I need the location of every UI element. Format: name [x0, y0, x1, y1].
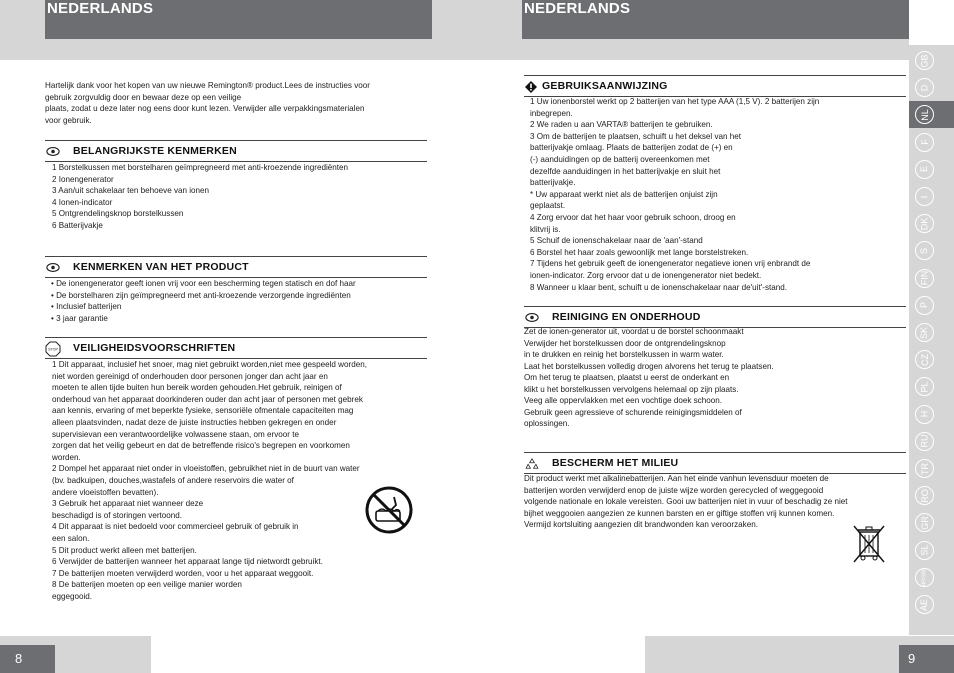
- page-header: [45, 0, 432, 39]
- section-title: GEBRUIKSAANWIJZING: [542, 80, 668, 92]
- list-item: 2 We raden u aan VARTA® batterijen te gebruiken.: [530, 120, 713, 130]
- page-header: [522, 0, 909, 39]
- section-title: VEILIGHEIDSVOORSCHRIFTEN: [73, 342, 236, 354]
- intro-text: Hartelijk dank voor het kopen van uw nieuwe Remington® product.Lees de instructies voor gebruik zorgvuldig door en bewaar deze op een veilige plaats, zodat u deze later nog eens door kunt lezen. Verwijder alle verpakkingsmaterialen voor gebruik.: [45, 81, 370, 125]
- list-item: 3 Om de batterijen te plaatsen, schuift u het deksel van het batterijvakje omlaag. Plaats de batterijen zodat de (+) en (-) aanduidingen op de batterij overeenkomen met dezelfde aanduidingen in het batterijvakje en sluit het batterijvakje.: [530, 131, 742, 188]
- language-code: D: [919, 84, 930, 91]
- list-item: 6 Batterijvakje: [52, 220, 103, 230]
- language-tab-i[interactable]: [915, 187, 934, 206]
- page-title: NEDERLANDS: [47, 0, 154, 17]
- language-tab-ru[interactable]: [915, 432, 934, 451]
- page-number-box: [899, 645, 954, 673]
- page-title: NEDERLANDS: [524, 0, 631, 17]
- list-item: 4 Ionen-indicator: [52, 197, 113, 207]
- language-tab-ro[interactable]: [915, 486, 934, 505]
- language-tab-s[interactable]: [915, 241, 934, 260]
- list-item: 8 Wanneer u klaar bent, schuift u de ionenschakelaar naar de'uit'-stand.: [530, 282, 788, 292]
- language-code: NL: [919, 109, 930, 121]
- language-tab-d[interactable]: [915, 78, 934, 97]
- language-code: P: [919, 302, 930, 309]
- page-number: 9: [908, 651, 916, 666]
- section-title: BESCHERM HET MILIEU: [552, 457, 679, 469]
- list-item: 8 De batterijen moeten op een veilige manier worden eggegooid.: [52, 580, 242, 601]
- product-features-header: [45, 256, 427, 278]
- no-water-warning-icon: [364, 485, 414, 535]
- eye-icon: [46, 262, 60, 273]
- eye-icon: [525, 312, 539, 323]
- key-features-list: [52, 162, 432, 232]
- language-tab-fin[interactable]: [915, 269, 934, 288]
- language-sidebar: [909, 45, 954, 635]
- list-item: 4 Zorg ervoor dat het haar voor gebruik schoon, droog en klitvrij is.: [530, 212, 736, 234]
- language-code: FIN: [919, 270, 930, 286]
- instructions-header: [524, 75, 906, 97]
- product-features-list: [51, 278, 431, 324]
- recycle-icon: [525, 458, 539, 469]
- language-tab-f[interactable]: [915, 133, 934, 152]
- list-item: 6 Borstel het haar zoals gewoonlijk met lange borstelstreken.: [530, 247, 749, 257]
- list-item: 2 Dompel het apparaat niet onder in vloeistoffen, gebruikhet niet in de buurt van water (bv. badkuipen, douches,wastafels of andere reservoirs die water of andere vloeistoffen bevatten).: [52, 464, 360, 497]
- list-item: 5 Schuif de ionenschakelaar naar de 'aan'-stand: [530, 236, 703, 246]
- language-code: GB: [919, 53, 930, 68]
- safety-header: [45, 337, 427, 359]
- language-code: SK: [919, 326, 930, 339]
- list-item: 7 De batterijen moeten verwijderd worden, voor u het apparaat weggooit.: [52, 568, 314, 578]
- language-tab-p[interactable]: [915, 296, 934, 315]
- language-code: TR: [919, 462, 930, 475]
- list-item: • De borstelharen zijn geïmpregneerd met anti-kroezende verzorgende ingrediënten: [51, 290, 351, 300]
- section-title: KENMERKEN VAN HET PRODUCT: [73, 261, 249, 273]
- list-item: 1 Borstelkussen met borstelharen geïmpregneerd met anti-kroezende ingrediënten: [52, 163, 349, 172]
- language-code: PL: [919, 381, 930, 393]
- page-number: 8: [15, 651, 23, 666]
- instructions-list: [530, 96, 915, 293]
- language-code: E: [919, 166, 930, 173]
- key-features-header: [45, 140, 427, 162]
- language-tab-cz[interactable]: [915, 350, 934, 369]
- crossed-bin-icon: [851, 524, 887, 564]
- language-code: CZ: [919, 353, 930, 366]
- language-tab-ae[interactable]: [915, 595, 934, 614]
- language-tab-e[interactable]: [915, 160, 934, 179]
- language-tab-pl[interactable]: [915, 377, 934, 396]
- language-code: GR: [919, 516, 930, 530]
- language-tab-gb[interactable]: [915, 51, 934, 70]
- list-item: 3 Aan/uit schakelaar ten behoeve van ionen: [52, 186, 210, 196]
- cleaning-text: Zet de ionen-generator uit, voordat u de borstel schoonmaakt Verwijder het borstelkussen door de ontgrendelingsknop in te drukken en reinig het borstelkussen in warm water. Laat het borstelkussen volledig drogen alvorens het terug te plaatsen. Om het terug te plaatsen, plaatst u eerst de onderkant en klikt u het borstelkussen vervolgens helemaal op zijn plaats. Veeg alle oppervlakken met een vochtige doek schoon. Gebruik geen agressieve of schurende reinigingsmiddelen of oplossingen.: [524, 327, 774, 428]
- list-item: 1 Uw ionenborstel werkt op 2 batterijen van het type AAA (1,5 V). 2 batterijen zijn inbegrepen.: [530, 97, 820, 118]
- language-tab-hr-srb[interactable]: [915, 568, 934, 587]
- language-code: SL: [919, 544, 930, 556]
- language-code: AE: [919, 598, 930, 611]
- language-tab-sl[interactable]: [915, 541, 934, 560]
- list-item: 5 Dit product werkt alleen met batterijen.: [52, 545, 197, 555]
- section-title: BELANGRIJKSTE KENMERKEN: [73, 145, 237, 157]
- list-item: 2 Ionengenerator: [52, 174, 114, 184]
- list-item: • De ionengenerator geeft ionen vrij voor een bescherming tegen statisch en dof haar: [51, 279, 356, 288]
- list-item: 3 Gebruik het apparaat niet wanneer deze beschadigd is of storingen vertoond.: [52, 499, 204, 520]
- cleaning-header: [524, 306, 906, 328]
- language-tab-dk[interactable]: [915, 214, 934, 233]
- environment-text: Dit product werkt met alkalinebatterijen. Aan het einde vanhun levensduur moeten de batterijen worden verwijderd enop de juiste wijze worden gerecycled of weggegooid volgende nationale en lokale vereisten. Gooi uw batterijen niet in vuur of beschadig ze niet bijhet weggooien aangezien ze kunnen barsten en er giftige stoffen vrij kunnen komen. Vermijd kortsluiting aangezien dit brandwonden kan veroorzaken.: [524, 474, 848, 529]
- list-item: * Uw apparaat werkt niet als de batterijen onjuist zijn geplaatst.: [530, 189, 718, 211]
- list-item: • Inclusief batterijen: [51, 302, 122, 312]
- list-item: 1 Dit apparaat, inclusief het snoer, mag niet gebruikt worden,niet mee gespeeld worden, niet worden gereinigd of onderhouden door personen jonger dan acht jaar en moeten te allen tijde buiten hun bereik worden gehouden.Het gebruik, reinigen of onderhoud van het apparaat doorkinderen ouder dan acht jaar of personen met gebrek aan kennis, ervaring of met beperkte fysieke, sensoriële ofmentale capaciteiten mag alleen plaatsvinden, nadat deze de juiste instructies hebben gekregen en onder supervisievan een verantwoordelijke volwassene staan, om ervoor te zorgen dat het veilig gebeurt en dat de betreffende risico's begrepen en voorkomen worden.: [52, 360, 367, 462]
- language-code: RU: [919, 434, 930, 448]
- stop-sign-icon: [45, 341, 61, 357]
- language-code: HR/SRB: [921, 567, 928, 587]
- right-page: [477, 0, 954, 673]
- list-item: • 3 jaar garantie: [51, 313, 108, 323]
- svg-text:STOP: STOP: [48, 347, 58, 352]
- list-item: 7 Tijdens het gebruik geeft de ionengenerator negatieve ionen vrij enbrandt de ionen-indicator. Zorg ervoor dat u de ionengenerator niet bedekt.: [530, 259, 811, 280]
- language-tab-sk[interactable]: [915, 323, 934, 342]
- page-number-box: [0, 645, 55, 673]
- language-code: S: [919, 247, 930, 254]
- list-item: 5 Ontgrendelingsknop borstelkussen: [52, 209, 184, 219]
- language-code: RO: [919, 488, 930, 503]
- language-code: F: [919, 139, 930, 145]
- list-item: 4 Dit apparaat is niet bedoeld voor commercieel gebruik of gebruik in een salon.: [52, 522, 299, 543]
- language-tab-tr[interactable]: [915, 459, 934, 478]
- eye-icon: [46, 146, 60, 157]
- language-tab-gr[interactable]: [915, 513, 934, 532]
- environment-header: [524, 452, 906, 474]
- safety-list: [52, 359, 432, 602]
- list-item: 6 Verwijder de batterijen wanneer het apparaat lange tijd nietwordt gebruikt.: [52, 557, 323, 567]
- section-title: REINIGING EN ONDERHOUD: [552, 311, 701, 323]
- exclamation-icon: [525, 81, 537, 93]
- language-code: H: [919, 410, 930, 418]
- language-tab-h[interactable]: [915, 405, 934, 424]
- language-code: DK: [919, 217, 930, 230]
- language-code: I: [919, 195, 930, 198]
